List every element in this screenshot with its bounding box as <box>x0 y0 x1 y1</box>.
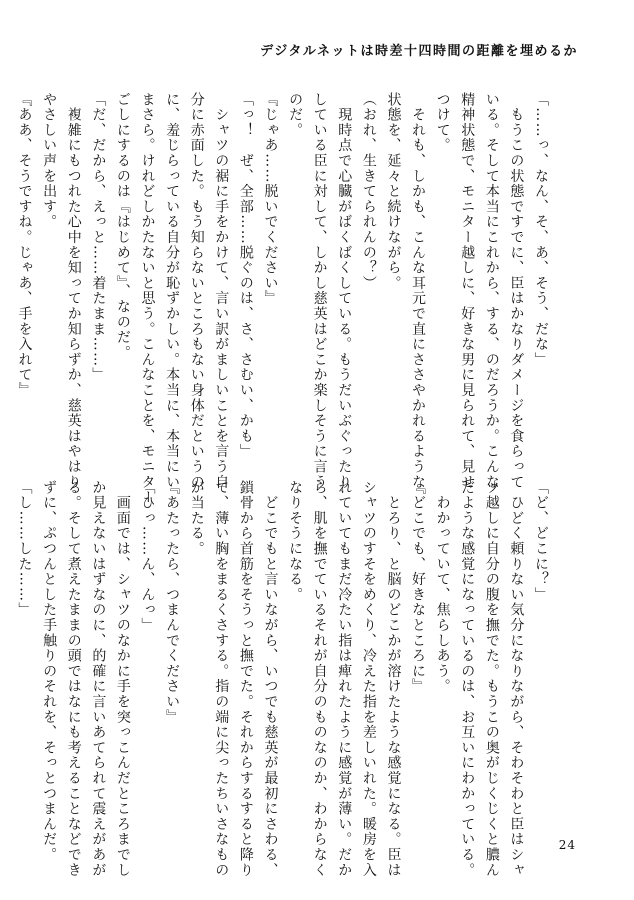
text-line: シャツのすそをめくり、冷えた指を差しいれた。暖房を入 <box>360 480 377 878</box>
text-line: 鎖骨から首筋をそうっと撫でた。それからするすると降り <box>237 480 254 878</box>
text-line: それも、しかも、こんな耳元で直にささやかれるような <box>410 92 427 490</box>
text-line: わかっていて、焦らしあう。 <box>434 480 451 695</box>
text-line: ごしにするのは『はじめて』、なのだ。 <box>114 92 131 361</box>
text-line: 「……っ、なん、そ、あ、そう、だな」 <box>533 92 549 368</box>
text-line: る。そして煮えたままの頭ではなにも考えることなどでき <box>65 480 82 878</box>
text-line: （おれ、生きてられんの？） <box>360 92 377 291</box>
text-line: 『ああ、そうですね。じゃあ、手を入れて』 <box>16 92 33 398</box>
text-line: 『じゃあ……脱いでください』 <box>262 92 279 307</box>
text-line: に、羞じらっている自分が恥ずかしい。本当に、本当にい <box>164 92 181 490</box>
text-line: 分に赤面した。もう知らないところもない身体だというの <box>188 92 205 490</box>
text-line: どこでもと言いながら、いつでも慈英が最初にさわる、 <box>262 480 279 878</box>
text-line: ひどく頼りない気分になりながら、そわそわと臣はシャ <box>508 480 525 878</box>
text-line: つけて。 <box>434 92 451 154</box>
text-line: のだ。 <box>287 92 304 138</box>
text-line: ずに、ぷつんとした手触りのそれを、そっとつまんだ。 <box>41 480 58 863</box>
text-line: て、薄い胸をまるくさする。指の端に尖ったちいさなもの <box>213 480 230 878</box>
text-line: 「ど、どこに？」 <box>533 480 549 603</box>
text-line: いる。そして本当にこれから、する、のだろうか。こんな <box>483 92 500 490</box>
text-line: か見えないはずなのに、的確に言いあてられて震えがあが <box>90 480 107 878</box>
text-line: 現時点で心臓がばくばくしている。もうだいぶぐったり <box>336 92 353 490</box>
text-block-bottom <box>16 480 553 878</box>
text-line: 『どこでも、好きなところに』 <box>410 480 427 695</box>
text-line: れていてもまだ冷たい指は痺れたように感覚が薄い。だか <box>336 480 353 878</box>
text-line: 状態を、延々と続けながら。 <box>385 92 402 291</box>
text-line: ら、肌を撫でているそれが自分のものなのか、わからなく <box>311 480 328 878</box>
running-header-title: デジタルネットは時差十四時間の距離を埋めるか <box>260 44 578 59</box>
text-line: シャツの裾に手をかけて、言い訳がましいことを言う自 <box>213 92 230 490</box>
text-line: 「っ！ ぜ、全部……脱ぐのは、さ、さむい、かも」 <box>237 92 254 460</box>
text-line: だような感覚になっているのは、お互いにわかっている。 <box>459 480 476 878</box>
text-line: 精神状態で、モニター越しに、好きな男に見られて、見せ <box>459 92 476 490</box>
text-block-top <box>16 92 553 506</box>
text-line: まさら。けれどしかたないと思う。こんなことを、モニター <box>139 92 156 506</box>
text-line: 画面では、シャツのなかに手を突っこんだところまでし <box>114 480 131 878</box>
text-line: 複雑にもつれた心中を知ってか知らずか、慈英はやはり <box>65 92 82 490</box>
text-line: もうこの状態ですでに、臣はかなりダメージを食らって <box>508 92 525 490</box>
text-line: とろり、と脳のどこかが溶けたような感覚になる。臣は <box>385 480 402 878</box>
text-line: している臣に対して、しかし慈英はどこか楽しそうに言う <box>311 92 328 490</box>
text-line: 「ひっ……ん、んっ」 <box>139 480 156 633</box>
text-line: ツ越しに自分の腹を撫でた。もうこの奥がじくじくと膿ん <box>483 480 500 878</box>
text-line: やさしい声を出す。 <box>41 92 58 230</box>
text-line: 「だ、だから、えっと……着たまま……」 <box>90 92 107 383</box>
text-line: なりそうになる。 <box>287 480 304 603</box>
text-line: 『あたったら、つまんでください』 <box>164 480 181 725</box>
text-line: が当たる。 <box>188 480 205 557</box>
page-number: 24 <box>558 838 576 852</box>
text-line: 「し……した……」 <box>16 480 33 618</box>
